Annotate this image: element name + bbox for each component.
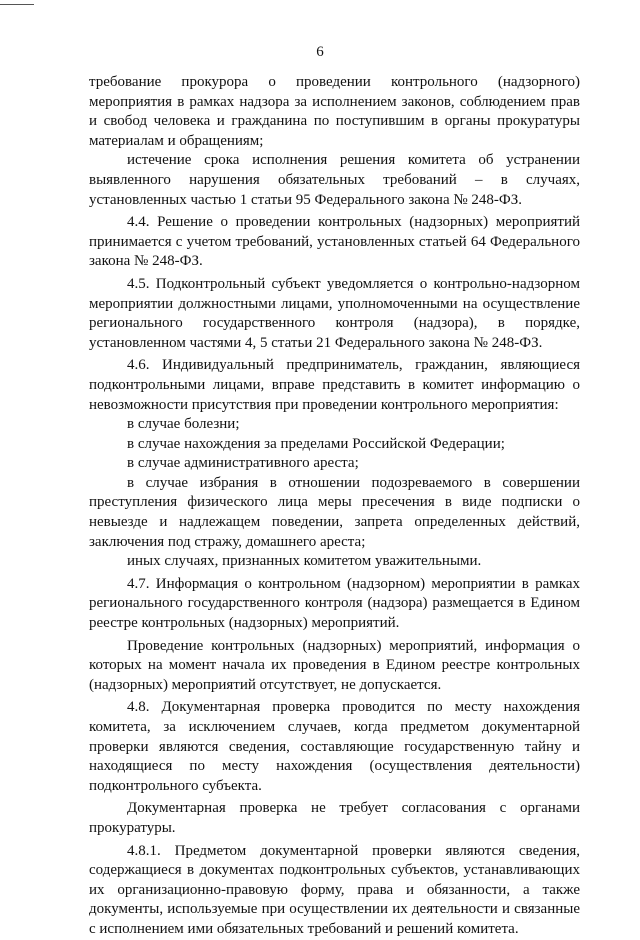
list-item-abroad: в случае нахождения за пределами Российской Федерации; [127, 435, 505, 452]
paragraph-4-6: 4.6. Индивидуальный предприниматель, гражданин, являющиеся подконтрольными лицами, вправе представить в комитет информацию о невозможности присутствия при проведении контрольного мероприятия: [89, 357, 580, 413]
paragraph-4-8: 4.8. Документарная проверка проводится по месту нахождения комитета, за исключением случаев, когда предметом документарной проверки являются сведения, составляющие государственную тайну и находящиеся по месту нахождения (осуществления деятельности) подконтрольного субъекта. [89, 699, 580, 794]
paragraph-4-7: 4.7. Информация о контрольном (надзорном) мероприятии в рамках регионального государственного контроля (надзора) размещается в Едином реестре контрольных (надзорных) мероприятий. [89, 575, 580, 632]
list-item-illness: в случае болезни; [127, 416, 240, 433]
scan-corner-mark [0, 4, 34, 5]
document-body [89, 73, 580, 940]
paragraph-4-4: 4.4. Решение о проведении контрольных (надзорных) мероприятий принимается с учетом требований, установленных статьей 64 Федерального закона № 248-ФЗ. [89, 214, 580, 270]
page-number: 6 [316, 44, 324, 60]
list-item-preventive-measure: в случае избрания в отношении подозреваемого в совершении преступления физического лица меры пресечения в виде подписки о невыезде и надлежащем поведении, запрета определенных действий, заключения под стражу, домашнего ареста; [89, 474, 580, 550]
list-item-administrative-arrest: в случае административного ареста; [127, 455, 359, 472]
paragraph-4-5: 4.5. Подконтрольный субъект уведомляется о контрольно-надзорном мероприятии должностными лицами, уполномоченными на осуществление регионального государственного контроля (надзора), в порядке, установленном частями 4, 5 статьи 21 Федерального закона № 248-ФЗ. [89, 275, 580, 351]
list-item-other-cases: иных случаях, признанных комитетом уважительными. [127, 553, 482, 570]
paragraph-prosecutor-requirement: требование прокурора о проведении контрольного (надзорного) мероприятия в рамках надзора за исполнением законов, соблюдением прав и свобод человека и гражданина по поступившим в органы прокуратуры материалам и обращениям; [89, 74, 580, 149]
paragraph-no-prosecutor-approval: Документарная проверка не требует согласования с органами прокуратуры. [89, 800, 580, 836]
paragraph-deadline-expiry: истечение срока исполнения решения комитета об устранении выявленного нарушения обязательных требований – в случаях, установленных частью 1 статьи 95 Федерального закона № 248-ФЗ. [89, 152, 580, 208]
paragraph-unregistered-measures: Проведение контрольных (надзорных) мероприятий, информация о которых на момент начала их проведения в Едином реестре контрольных (надзорных) мероприятий отсутствует, не допускается. [89, 637, 580, 693]
paragraph-4-8-1: 4.8.1. Предметом документарной проверки являются сведения, содержащиеся в документах подконтрольных субъектов, устанавливающих их организационно-правовую форму, права и обязанности, а также документы, используемые при осуществлении их деятельности и связанные с исполнением ими обязательных требований и решений комитета. [89, 842, 580, 937]
